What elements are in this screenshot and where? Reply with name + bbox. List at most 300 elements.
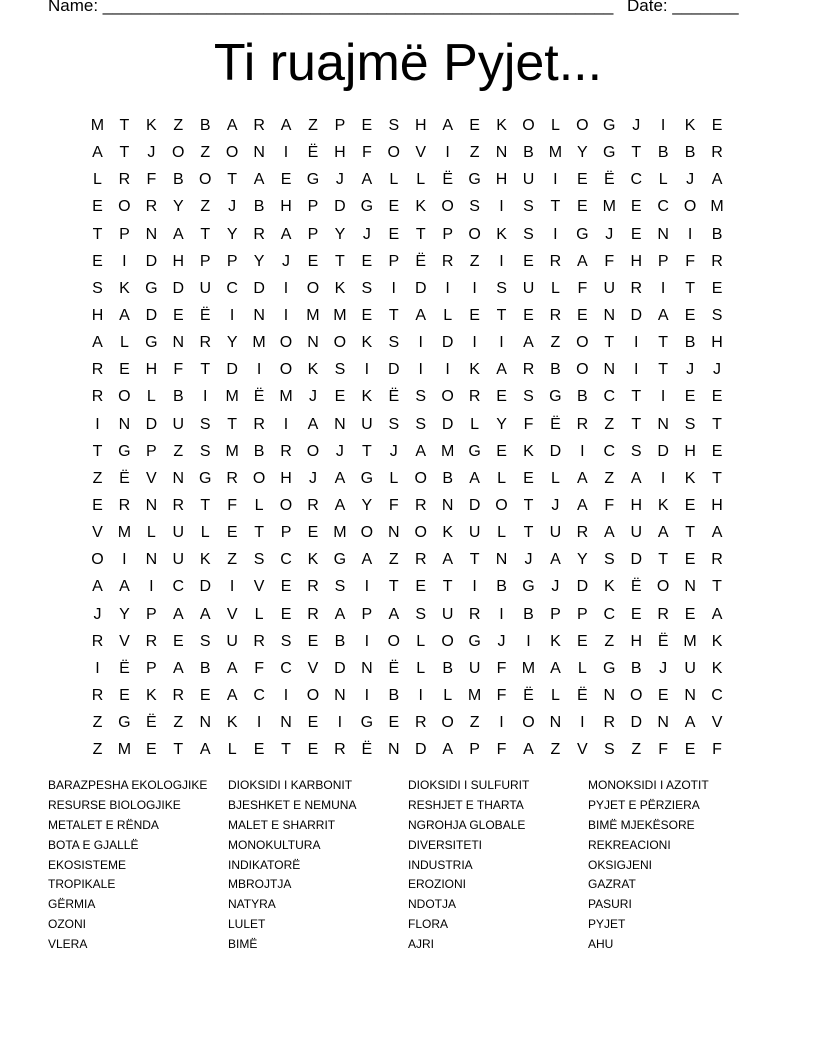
grid-letter: I (122, 551, 127, 569)
grid-letter: S (334, 578, 346, 596)
grid-letter: B (442, 469, 453, 487)
grid-letter: N (657, 415, 669, 433)
grid-letter: L (416, 632, 426, 650)
grid-letter: I (95, 415, 100, 433)
grid-letter: N (172, 469, 185, 487)
word-list-item: AHU (588, 937, 614, 952)
grid-letter: B (577, 388, 588, 406)
grid-letter: L (497, 524, 506, 542)
grid-letter: N (388, 524, 400, 542)
grid-letter: K (146, 117, 157, 134)
grid-letter: I (149, 578, 154, 596)
grid-letter: R (468, 388, 481, 406)
grid-letter: N (657, 714, 669, 732)
grid-letter: J (497, 632, 506, 650)
grid-letter: A (684, 714, 696, 732)
grid-letter: Z (92, 714, 103, 732)
grid-letter: S (361, 279, 373, 297)
grid-letter: K (307, 551, 319, 569)
grid-letter: A (657, 524, 669, 542)
grid-letter: S (603, 741, 615, 759)
grid-letter: B (172, 171, 184, 189)
grid-letter: J (605, 225, 614, 243)
grid-letter: O (441, 388, 454, 406)
grid-letter: Y (577, 551, 588, 569)
grid-letter: Ë (119, 659, 130, 677)
grid-letter: N (145, 225, 158, 243)
grid-letter: S (496, 279, 507, 297)
grid-letter: K (442, 524, 453, 542)
grid-letter: B (523, 144, 534, 162)
grid-letter: K (119, 279, 130, 297)
grid-letter: A (550, 659, 561, 677)
grid-letter: E (280, 605, 292, 623)
grid-letter: C (603, 605, 616, 623)
grid-letter: N (657, 225, 669, 243)
grid-letter: S (711, 306, 723, 324)
grid-letter: E (469, 306, 480, 324)
grid-letter: L (416, 171, 426, 189)
word-list-item: NDOTJA (408, 897, 456, 912)
grid-letter: A (280, 117, 292, 134)
grid-letter: Z (92, 741, 103, 759)
grid-letter: I (283, 279, 289, 297)
word-list-item: MALET E SHARRIT (228, 817, 336, 832)
grid-letter: Z (92, 469, 103, 487)
grid-letter: I (418, 334, 423, 352)
grid-letter: R (468, 605, 481, 623)
grid-letter: A (226, 117, 238, 134)
grid-letter: A (603, 524, 615, 542)
grid-letter: R (172, 686, 185, 704)
grid-letter: N (495, 144, 508, 162)
grid-letter: L (389, 171, 399, 189)
grid-letter: Z (173, 442, 184, 460)
grid-letter: T (604, 334, 615, 352)
grid-letter: M (306, 306, 320, 324)
grid-letter: I (391, 279, 396, 297)
grid-letter: R (630, 279, 642, 297)
grid-letter: A (226, 686, 238, 704)
grid-letter: E (684, 496, 696, 514)
grid-letter: I (687, 225, 693, 243)
grid-letter: M (548, 144, 563, 162)
grid-letter: A (630, 469, 642, 487)
grid-letter: E (361, 252, 373, 270)
grid-letter: G (468, 171, 481, 189)
grid-letter: S (199, 415, 211, 433)
grid-letter: T (227, 171, 238, 189)
grid-letter: C (172, 578, 185, 596)
grid-letter: Z (173, 714, 184, 732)
grid-letter: F (496, 686, 507, 704)
grid-letter: S (469, 198, 480, 216)
grid-letter: N (603, 686, 616, 704)
grid-letter: A (469, 469, 480, 487)
grid-letter: N (684, 578, 696, 596)
grid-letter: G (145, 279, 158, 297)
grid-letter: D (630, 306, 642, 324)
grid-letter: I (660, 469, 666, 487)
grid-letter: R (414, 714, 427, 732)
grid-letter: L (497, 469, 506, 487)
grid-letter: D (334, 659, 346, 677)
grid-letter: P (199, 252, 211, 270)
grid-letter: H (280, 198, 292, 216)
grid-letter: T (523, 524, 534, 542)
grid-letter: I (553, 171, 558, 189)
grid-letter: F (361, 144, 372, 162)
grid-letter: O (279, 361, 293, 379)
grid-letter: Y (577, 144, 588, 162)
word-list-item: TROPIKALE (48, 877, 116, 892)
grid-letter: D (414, 279, 427, 297)
grid-letter: L (200, 524, 210, 542)
grid-letter: P (226, 252, 238, 270)
grid-letter: I (472, 578, 477, 596)
grid-letter: U (549, 524, 562, 542)
grid-letter: B (388, 686, 400, 704)
grid-letter: K (469, 361, 480, 379)
grid-letter: E (388, 198, 400, 216)
grid-letter: M (602, 198, 616, 216)
grid-letter: A (442, 551, 453, 569)
grid-letter: Z (604, 415, 615, 433)
grid-letter: Ë (657, 632, 669, 650)
grid-letter: I (364, 361, 370, 379)
grid-letter: S (334, 361, 346, 379)
grid-letter: J (551, 496, 560, 514)
grid-letter: Ë (146, 714, 157, 732)
grid-letter: A (550, 551, 561, 569)
grid-letter: F (227, 496, 238, 514)
word-list-item: BJESHKET E NEMUNA (228, 797, 357, 812)
grid-letter: K (603, 578, 615, 596)
grid-letter: I (633, 334, 639, 352)
grid-letter: B (711, 225, 723, 243)
grid-letter: J (713, 361, 722, 379)
grid-letter: P (442, 225, 453, 243)
grid-letter: U (684, 659, 696, 677)
grid-letter: U (172, 551, 185, 569)
grid-letter: I (95, 659, 100, 677)
grid-letter: J (308, 469, 317, 487)
grid-letter: K (496, 225, 507, 243)
grid-letter: C (657, 198, 669, 216)
grid-letter: Y (226, 225, 238, 243)
grid-letter: I (499, 714, 504, 732)
word-list-item: NGROHJA GLOBALE (408, 817, 526, 832)
grid-letter: T (658, 334, 669, 352)
grid-letter: G (549, 388, 562, 406)
word-list-item: RESHJET E THARTA (408, 797, 524, 812)
grid-letter: A (172, 605, 184, 623)
grid-letter: A (334, 496, 346, 514)
grid-letter: Z (550, 334, 561, 352)
grid-letter: R (91, 361, 104, 379)
grid-letter: E (657, 686, 669, 704)
grid-letter: P (657, 252, 669, 270)
grid-letter: O (414, 524, 427, 542)
grid-letter: E (388, 225, 400, 243)
grid-letter: B (199, 117, 211, 134)
grid-letter: S (415, 415, 427, 433)
grid-letter: E (496, 388, 507, 406)
grid-letter: O (522, 714, 535, 732)
grid-letter: M (710, 198, 724, 216)
grid-letter: I (526, 632, 531, 650)
grid-letter: E (415, 578, 427, 596)
word-list-item: REKREACIONI (588, 837, 671, 852)
grid-letter: J (228, 198, 237, 216)
grid-letter: V (307, 659, 319, 677)
grid-letter: E (630, 198, 642, 216)
word-list-item: GËRMIA (48, 897, 96, 912)
grid-letter: A (199, 741, 211, 759)
grid-letter: U (226, 632, 238, 650)
grid-letter: E (684, 551, 696, 569)
grid-letter: M (683, 632, 697, 650)
grid-letter: K (711, 632, 723, 650)
grid-letter: E (711, 388, 723, 406)
grid-letter: S (388, 117, 400, 134)
grid-letter: A (388, 605, 400, 623)
word-list-item: MBROJTJA (228, 877, 292, 892)
grid-letter: L (443, 306, 453, 324)
grid-letter: U (603, 279, 616, 297)
grid-letter: H (414, 117, 427, 134)
grid-letter: F (658, 741, 669, 759)
grid-letter: E (577, 306, 588, 324)
grid-letter: A (496, 361, 507, 379)
grid-letter: N (253, 306, 265, 324)
grid-letter: M (117, 741, 132, 759)
grid-letter: I (660, 117, 666, 134)
grid-letter: A (226, 659, 238, 677)
grid-letter: T (442, 578, 453, 596)
grid-letter: I (283, 415, 289, 433)
grid-letter: G (603, 117, 616, 134)
grid-letter: C (226, 279, 238, 297)
grid-letter: I (283, 686, 289, 704)
word-list-item: OZONI (48, 917, 86, 932)
grid-letter: L (550, 469, 560, 487)
grid-letter: L (254, 496, 264, 514)
grid-letter: G (118, 714, 131, 732)
grid-letter: B (684, 144, 696, 162)
grid-letter: F (146, 171, 157, 189)
grid-letter: P (119, 225, 130, 243)
grid-letter: A (92, 144, 103, 162)
grid-letter: E (307, 714, 319, 732)
word-list-item: FLORA (408, 917, 449, 932)
grid-letter: H (91, 306, 104, 324)
grid-letter: O (522, 117, 535, 134)
grid-letter: Ë (388, 659, 400, 677)
grid-letter: O (387, 144, 400, 162)
grid-letter: K (361, 388, 373, 406)
grid-letter: B (550, 361, 561, 379)
grid-letter: C (711, 686, 723, 704)
grid-letter: Z (388, 551, 399, 569)
grid-letter: S (523, 225, 534, 243)
grid-letter: A (334, 469, 346, 487)
grid-letter: A (415, 442, 427, 460)
grid-letter: E (280, 578, 292, 596)
word-list-item: RESURSE BIOLOGJIKE (48, 797, 181, 812)
grid-letter: T (227, 415, 238, 433)
grid-letter: G (576, 225, 589, 243)
grid-letter: R (576, 524, 589, 542)
grid-letter: E (630, 605, 642, 623)
grid-letter: C (630, 171, 642, 189)
grid-letter: R (711, 252, 723, 270)
grid-letter: M (333, 524, 347, 542)
grid-letter: D (657, 442, 669, 460)
page-title: Ti ruajmë Pyjet... (213, 34, 603, 92)
grid-letter: H (630, 496, 642, 514)
grid-letter: K (496, 117, 507, 134)
grid-letter: B (334, 632, 346, 650)
grid-letter: L (254, 605, 264, 623)
grid-letter: S (523, 198, 534, 216)
word-list-item: BIMË (228, 937, 258, 952)
grid-letter: S (199, 632, 211, 650)
grid-letter: L (146, 524, 156, 542)
grid-letter: D (199, 578, 211, 596)
grid-letter: H (495, 171, 508, 189)
grid-letter: O (495, 496, 508, 514)
grid-letter: E (307, 741, 319, 759)
grid-letter: D (145, 252, 158, 270)
grid-letter: P (146, 442, 157, 460)
grid-letter: Z (469, 144, 480, 162)
grid-letter: R (441, 252, 454, 270)
grid-letter: R (414, 551, 427, 569)
grid-letter: E (307, 252, 319, 270)
grid-letter: D (549, 442, 562, 460)
grid-letter: P (146, 659, 157, 677)
grid-letter: E (361, 117, 373, 134)
grid-letter: S (199, 442, 211, 460)
grid-letter: H (334, 144, 346, 162)
name-field-label: Name: ______________________________________________________ (48, 0, 614, 15)
grid-letter: P (307, 198, 319, 216)
grid-letter: G (360, 198, 374, 216)
word-list-item: DIOKSIDI I SULFURIT (408, 778, 530, 792)
grid-letter: T (388, 306, 399, 324)
grid-letter: A (307, 415, 319, 433)
grid-letter: U (172, 415, 185, 433)
grid-letter: Ë (442, 171, 453, 189)
grid-letter: E (119, 361, 130, 379)
grid-letter: T (200, 225, 211, 243)
grid-letter: L (550, 117, 560, 134)
grid-letter: E (119, 686, 130, 704)
grid-letter: T (119, 117, 130, 134)
grid-letter: Y (496, 415, 507, 433)
grid-letter: M (279, 388, 293, 406)
grid-letter: T (550, 198, 561, 216)
grid-letter: N (388, 741, 400, 759)
grid-letter: V (226, 605, 238, 623)
grid-letter: L (416, 659, 426, 677)
grid-letter: G (198, 469, 212, 487)
grid-letter: I (472, 279, 477, 297)
grid-letter: D (630, 551, 642, 569)
grid-letter: K (199, 551, 211, 569)
grid-letter: E (711, 279, 723, 297)
grid-letter: E (577, 632, 588, 650)
grid-letter: G (118, 442, 131, 460)
grid-letter: E (523, 469, 534, 487)
grid-letter: O (225, 144, 239, 162)
grid-letter: D (468, 496, 481, 514)
word-list-item: PYJET (588, 917, 626, 932)
grid-letter: V (119, 632, 130, 650)
grid-letter: I (256, 361, 262, 379)
grid-letter: G (603, 659, 616, 677)
grid-letter: O (172, 144, 185, 162)
grid-letter: R (91, 632, 104, 650)
grid-letter: N (334, 686, 346, 704)
grid-letter: G (360, 469, 374, 487)
grid-letter: S (415, 388, 427, 406)
grid-letter: G (603, 144, 616, 162)
grid-letter: J (335, 442, 344, 460)
grid-letter: U (468, 659, 481, 677)
grid-letter: E (684, 306, 696, 324)
grid-letter: U (172, 524, 185, 542)
grid-letter: J (362, 225, 371, 243)
word-list-item: BOTA E GJALLË (48, 837, 139, 852)
grid-letter: H (711, 334, 723, 352)
grid-letter: N (307, 334, 319, 352)
grid-letter: M (467, 686, 482, 704)
grid-letter: T (281, 741, 291, 759)
grid-letter: S (388, 415, 400, 433)
grid-letter: N (684, 686, 696, 704)
grid-letter: C (603, 388, 616, 406)
header (48, 0, 748, 20)
grid-letter: O (441, 714, 454, 732)
grid-letter: Z (604, 469, 615, 487)
grid-letter: Ë (523, 686, 534, 704)
grid-letter: U (361, 415, 373, 433)
grid-letter: F (388, 496, 399, 514)
grid-letter: B (199, 659, 211, 677)
grid-letter: Z (173, 117, 184, 134)
grid-letter: A (361, 551, 373, 569)
word-list-item: PASURI (588, 897, 632, 912)
grid-letter: F (712, 741, 722, 759)
word-list-item: INDUSTRIA (408, 857, 473, 872)
grid-letter: I (445, 361, 450, 379)
grid-letter: F (604, 252, 615, 270)
grid-letter: S (415, 605, 427, 623)
grid-letter: Ë (361, 741, 373, 759)
grid-letter: A (577, 252, 588, 270)
grid-letter: P (334, 117, 346, 134)
grid-letter: R (199, 334, 211, 352)
grid-letter: R (414, 496, 427, 514)
grid-letter: K (226, 714, 238, 732)
grid-letter: O (360, 524, 374, 542)
grid-letter: N (280, 714, 292, 732)
grid-letter: I (337, 714, 343, 732)
grid-letter: S (523, 388, 534, 406)
grid-letter: T (523, 496, 534, 514)
